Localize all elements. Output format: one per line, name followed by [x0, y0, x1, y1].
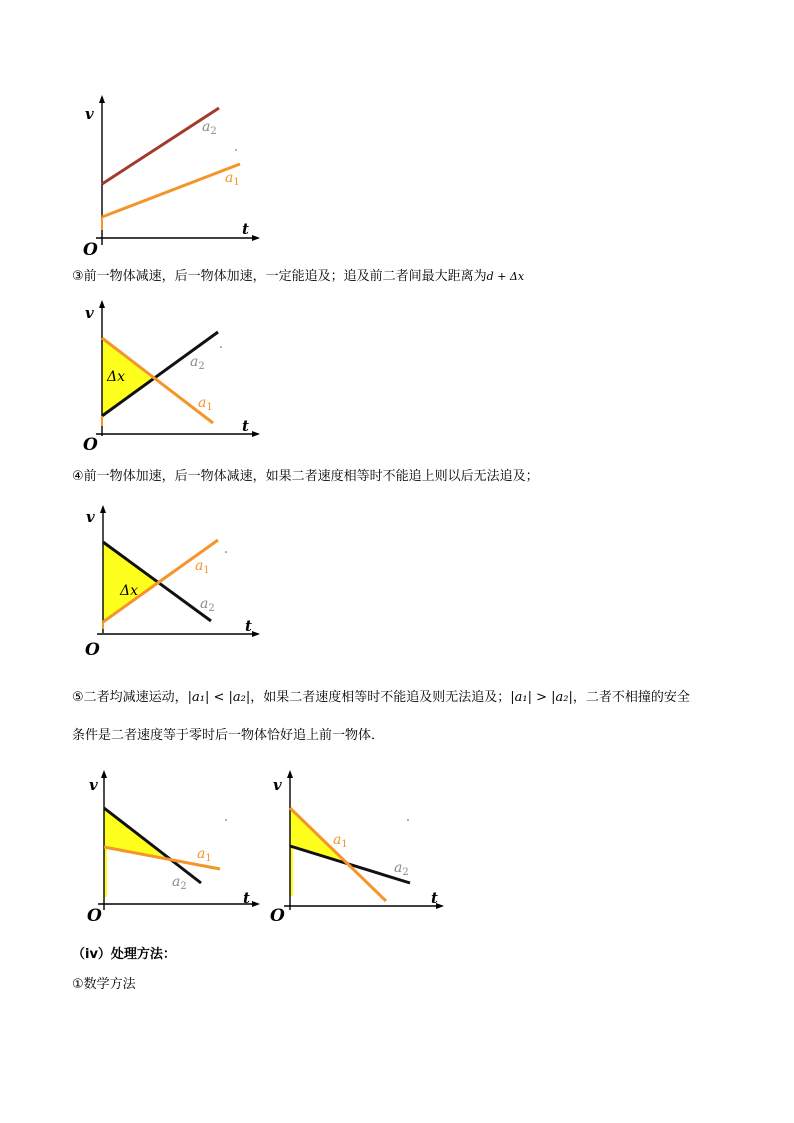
- label-a2: $a_2$: [172, 874, 187, 892]
- label-a1: $a_1$: [333, 832, 348, 850]
- graph-both-accelerate: [80, 95, 270, 265]
- delta-x-label: Δx: [120, 583, 139, 599]
- graph-front-accel-rear-decel: [80, 505, 270, 660]
- stray-dot: [225, 819, 227, 821]
- label-a1: $a_1$: [225, 170, 240, 188]
- delta-x-area: [103, 542, 157, 622]
- case5-line1: ⑤二者均减速运动，|a₁| < |a₂|，如果二者速度相等时不能追及则无法追及；|a₁| > |a₂|，二者不相撞的安全: [72, 690, 690, 705]
- case3-text: ③前一物体减速，后一物体加速，一定能追及；追及前二者间最大距离为d + Δx: [72, 269, 525, 284]
- t-label: t: [242, 417, 249, 435]
- v-label: v: [89, 776, 98, 794]
- stray-dot: [235, 149, 237, 151]
- v-axis-arrow: [101, 770, 107, 778]
- label-a2: $a_2$: [190, 354, 205, 372]
- case5-line2: 条件是二者速度等于零时后一物体恰好追上前一物体．: [72, 728, 385, 743]
- label-a2: $a_2$: [202, 119, 217, 137]
- label-a1: $a_1$: [197, 846, 212, 864]
- method-1: ①数学方法: [72, 977, 136, 992]
- case5-cond2: |a₁| > |a₂|: [510, 690, 573, 705]
- origin-label: O: [83, 240, 98, 260]
- origin-label: O: [270, 906, 285, 926]
- graph-both-decel-a1-greater: [260, 770, 450, 930]
- graph-both-decel-a1-less: [80, 770, 270, 930]
- stray-dot: [225, 551, 227, 553]
- label-a2: $a_2$: [200, 596, 215, 614]
- v-axis-arrow: [99, 95, 105, 103]
- line-front-decel: [290, 808, 386, 901]
- case3-math: d + Δx: [486, 270, 525, 283]
- v-axis-arrow: [99, 300, 105, 308]
- label-a2: $a_2$: [394, 860, 409, 878]
- v-label: v: [85, 304, 94, 322]
- t-axis-arrow: [252, 431, 260, 437]
- delta-x-label: Δx: [107, 369, 126, 385]
- case4-text: ④前一物体加速，后一物体减速，如果二者速度相等时不能追上则以后无法追及；: [72, 469, 539, 484]
- t-label: t: [242, 220, 249, 238]
- origin-label: O: [85, 640, 100, 660]
- t-axis-arrow: [252, 631, 260, 637]
- t-label: t: [431, 889, 438, 907]
- graph-front-decel-rear-accel: [80, 300, 270, 455]
- case5-cond1: |a₁| < |a₂|: [187, 690, 251, 705]
- t-label: t: [243, 889, 250, 907]
- v-axis-arrow: [100, 505, 106, 513]
- v-label: v: [273, 776, 282, 794]
- t-axis-arrow: [252, 901, 260, 907]
- origin-label: O: [83, 435, 98, 455]
- stray-dot: [220, 346, 222, 348]
- v-axis-arrow: [287, 770, 293, 778]
- t-axis-arrow: [252, 235, 260, 241]
- v-label: v: [86, 508, 95, 526]
- label-a1: $a_1$: [195, 558, 210, 576]
- label-a1: $a_1$: [198, 395, 213, 413]
- t-label: t: [245, 617, 252, 635]
- method-heading: （iv）处理方法：: [72, 947, 176, 962]
- origin-label: O: [87, 906, 102, 926]
- v-label: v: [85, 105, 94, 123]
- stray-dot: [407, 819, 409, 821]
